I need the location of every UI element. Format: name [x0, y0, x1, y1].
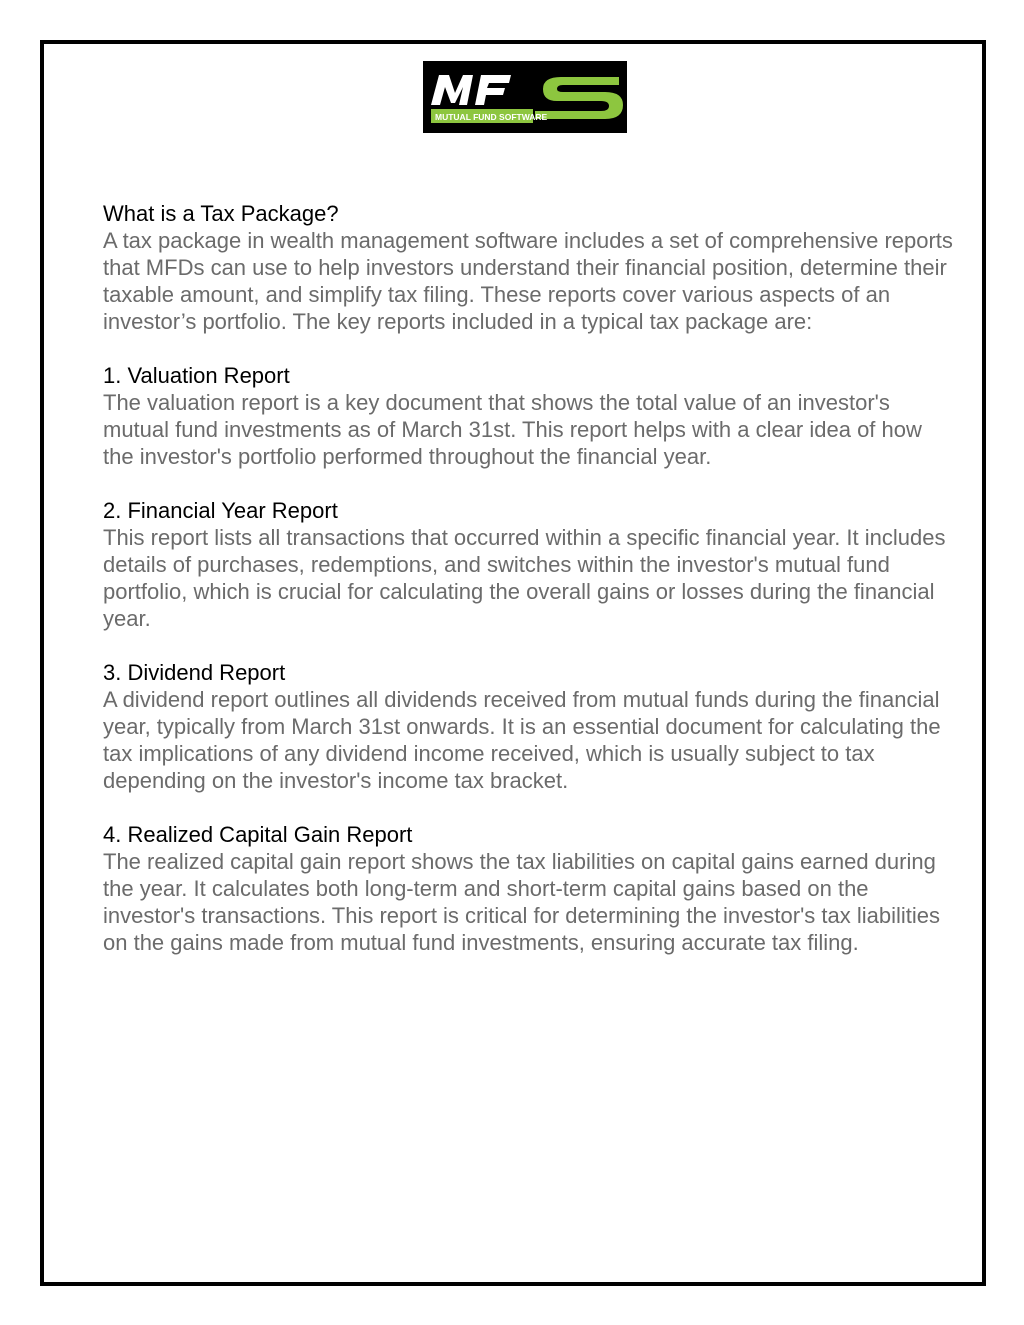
section-financial-year-report [103, 497, 953, 632]
section-dividend-report [103, 659, 953, 794]
section-heading: 1. Valuation Report [103, 363, 290, 388]
section-body: The valuation report is a key document that shows the total value of an investor's mutual fund investments as of March 31st. This report helps with a clear idea of how the investor's portfolio performed throughout the financial year. [103, 390, 922, 469]
page-frame [40, 40, 986, 1286]
mfs-logo-graphic [423, 61, 627, 133]
section-heading: 4. Realized Capital Gain Report [103, 822, 413, 847]
article-content [103, 200, 953, 983]
section-intro [103, 200, 953, 335]
section-body: This report lists all transactions that occurred within a specific financial year. It includes details of purchases, redemptions, and switches within the investor's mutual fund portfolio, which is crucial for calculating the overall gains or losses during the financial year. [103, 525, 946, 631]
logo-tagline: MUTUAL FUND SOFTWARE [435, 112, 548, 122]
section-valuation-report [103, 362, 953, 470]
mfs-logo [423, 61, 627, 133]
section-heading: What is a Tax Package? [103, 201, 339, 226]
section-heading: 3. Dividend Report [103, 660, 286, 685]
section-heading: 2. Financial Year Report [103, 498, 338, 523]
section-realized-capital-gain-report [103, 821, 953, 956]
section-body: A tax package in wealth management software includes a set of comprehensive reports that MFDs can use to help investors understand their financial position, determine their taxable amount, and simplify tax filing. These reports cover various aspects of an investor’s portfolio. The key reports included in a typical tax package are: [103, 228, 953, 334]
section-body: The realized capital gain report shows the tax liabilities on capital gains earned during the year. It calculates both long-term and short-term capital gains based on the investor's transactions. This report is critical for determining the investor's tax liabilities on the gains made from mutual fund investments, ensuring accurate tax filing. [103, 849, 940, 955]
section-body: A dividend report outlines all dividends received from mutual funds during the financial year, typically from March 31st onwards. It is an essential document for calculating the tax implications of any dividend income received, which is usually subject to tax depending on the investor's income tax bracket. [103, 687, 941, 793]
